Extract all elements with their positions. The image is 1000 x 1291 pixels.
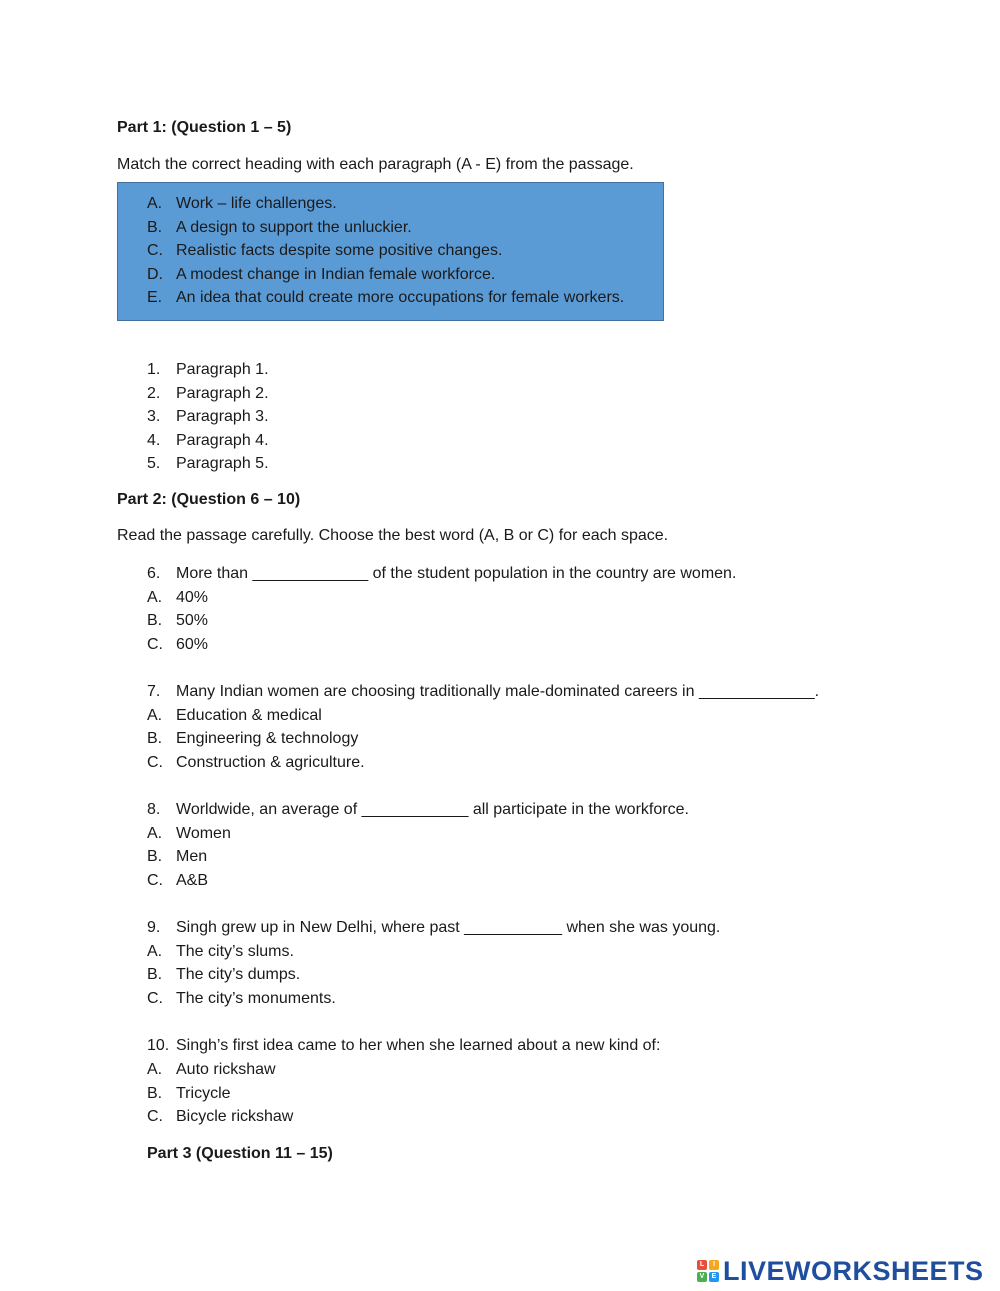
heading-letter-e: E. — [147, 289, 163, 306]
option-letter: B. — [147, 612, 163, 629]
heading-text-d: A modest change in Indian female workforce. — [176, 266, 496, 283]
heading-letter-d: D. — [147, 266, 163, 283]
logo-mark-icon — [697, 1260, 719, 1282]
liveworksheets-logo — [697, 1256, 984, 1286]
option-letter: A. — [147, 707, 163, 724]
paragraph-item: Paragraph 4. — [176, 432, 269, 449]
logo-mark-letter: E — [709, 1272, 719, 1282]
option-letter: B. — [147, 848, 163, 865]
paragraph-item: Paragraph 3. — [176, 408, 269, 425]
option-text[interactable]: 50% — [176, 612, 209, 629]
paragraph-num: 5. — [147, 455, 161, 472]
option-letter: A. — [147, 1061, 163, 1078]
option-text[interactable]: Bicycle rickshaw — [176, 1108, 294, 1125]
option-letter: B. — [147, 730, 163, 747]
question-text: Singh’s first idea came to her when she learned about a new kind of: — [176, 1037, 661, 1054]
question-text: Singh grew up in New Delhi, where past ___________ when she was young. — [176, 919, 721, 936]
paragraph-num: 3. — [147, 408, 161, 425]
option-text[interactable]: Tricycle — [176, 1085, 231, 1102]
option-text[interactable]: A&B — [176, 872, 209, 889]
heading-text-b: A design to support the unluckier. — [176, 219, 412, 236]
paragraph-item: Paragraph 2. — [176, 385, 269, 402]
option-letter: A. — [147, 589, 163, 606]
paragraph-item: Paragraph 1. — [176, 361, 269, 378]
question-number: 10. — [147, 1037, 170, 1054]
question-number: 8. — [147, 801, 161, 818]
question-number: 7. — [147, 683, 161, 700]
heading-text-e: An idea that could create more occupations for female workers. — [176, 289, 625, 306]
part2-title: Part 2: (Question 6 – 10) — [117, 491, 301, 508]
option-letter: A. — [147, 943, 163, 960]
question-text: Many Indian women are choosing traditionally male-dominated careers in _____________. — [176, 683, 820, 700]
option-letter: C. — [147, 872, 163, 889]
paragraph-num: 1. — [147, 361, 161, 378]
heading-letter-b: B. — [147, 219, 163, 236]
question-text: Worldwide, an average of ____________ all participate in the workforce. — [176, 801, 689, 818]
heading-text-a: Work – life challenges. — [176, 195, 337, 212]
logo-text: LIVEWORKSHEETS — [723, 1255, 984, 1286]
heading-text-c: Realistic facts despite some positive changes. — [176, 242, 503, 259]
option-letter: B. — [147, 1085, 163, 1102]
part3-title: Part 3 (Question 11 – 15) — [147, 1145, 333, 1162]
option-text[interactable]: The city’s dumps. — [176, 966, 301, 983]
option-text[interactable]: Men — [176, 848, 208, 865]
question-number: 6. — [147, 565, 161, 582]
option-text[interactable]: The city’s slums. — [176, 943, 294, 960]
heading-letter-a: A. — [147, 195, 163, 212]
paragraph-item: Paragraph 5. — [176, 455, 269, 472]
logo-mark-letter: V — [697, 1272, 707, 1282]
option-text[interactable]: Construction & agriculture. — [176, 754, 365, 771]
heading-options-box — [117, 182, 664, 321]
question-text: More than _____________ of the student population in the country are women. — [176, 565, 737, 582]
part1-instruction: Match the correct heading with each paragraph (A - E) from the passage. — [117, 156, 634, 173]
paragraph-num: 4. — [147, 432, 161, 449]
logo-mark-letter: L — [697, 1260, 707, 1270]
option-letter: C. — [147, 990, 163, 1007]
logo-mark-letter: I — [709, 1260, 719, 1270]
option-text[interactable]: Education & medical — [176, 707, 322, 724]
option-letter: A. — [147, 825, 163, 842]
option-text[interactable]: Women — [176, 825, 231, 842]
option-text[interactable]: Auto rickshaw — [176, 1061, 276, 1078]
option-letter: C. — [147, 1108, 163, 1125]
part2-instruction: Read the passage carefully. Choose the best word (A, B or C) for each space. — [117, 527, 669, 544]
option-text[interactable]: 40% — [176, 589, 209, 606]
option-letter: C. — [147, 636, 163, 653]
part1-title: Part 1: (Question 1 – 5) — [117, 119, 292, 136]
option-text[interactable]: The city’s monuments. — [176, 990, 336, 1007]
option-letter: C. — [147, 754, 163, 771]
paragraph-num: 2. — [147, 385, 161, 402]
option-text[interactable]: 60% — [176, 636, 209, 653]
question-number: 9. — [147, 919, 161, 936]
option-text[interactable]: Engineering & technology — [176, 730, 359, 747]
option-letter: B. — [147, 966, 163, 983]
heading-letter-c: C. — [147, 242, 163, 259]
